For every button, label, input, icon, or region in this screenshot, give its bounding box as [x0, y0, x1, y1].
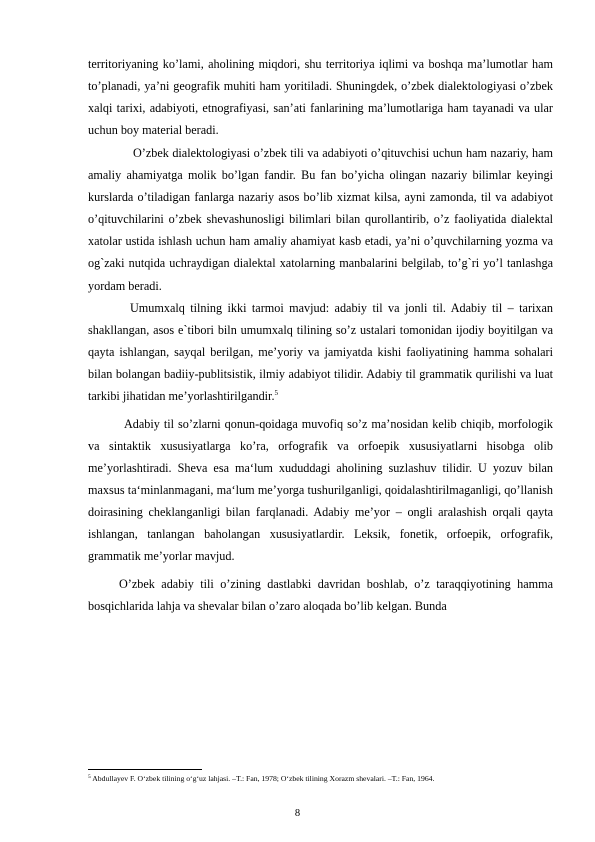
paragraph-5: O’zbek adabiy tili o’zining dastlabki davridan boshlab, o’z taraqqiyotining hamma bosqichlarida lahja va shevalar bilan o’zaro aloqada bo’lib kelgan. Bunda — [88, 576, 553, 613]
footnote-mark: 5 — [88, 774, 91, 780]
paragraph-3-text: Umumxalq tilning ikki tarmoi mavjud: adabiy til va jonli til. Adabiy til – tarixan shakllangan, asos e`tibori biln umumxalq tilining so’z ustalari tomonidan ijodiy boyitilgan va qayta ishlangan, sayqal berilgan, me’yoriy va jamiyatda kishi faoliyatining hamma sohalari bilan bolangan badiiy-publitsistik, ilmiy adabiyot tilidir. Adabiy til grammatik qurilishi va luat tarkibi jihatidan me’yorlashtirilgandir. — [88, 300, 553, 404]
body-text — [88, 53, 553, 617]
paragraph-1: territoriyaning ko’lami, aholining miqdori, shu territoriya iqlimi va boshqa ma’lumotlar ham to’planadi, ya’ni geografik muhiti ham yoritiladi. Shuningdek, o’zbek dialektologiyasi o’zbek xalqi tarixi, adabiyoti, etnografiyasi, san’ati fanlarining ma’lumotlariga ham tayanadi va ular uchun boy material beradi. — [88, 57, 553, 138]
paragraph-3 — [88, 297, 553, 408]
footnote-separator — [88, 769, 202, 770]
page-number: 8 — [294, 808, 301, 819]
footnote-text: Abdullayev F. O‘zbek tilining o‘g‘uz lahjasi. –T.: Fan, 1978; O‘zbek tilining Xorazm shevalari. –T.: Fan, 1964. — [90, 774, 435, 783]
footnote-reference[interactable]: 5 — [274, 389, 278, 398]
paragraph-4: Adabiy til so’zlarni qonun-qoidaga muvofiq so’z ma’nosidan kelib chiqib, morfologik va sintaktik xususiyatlarga ko’ra, orfografik va orfoepik xususiyatlarni hisobga olib me’yorlashtiradi. Sheva esa ma‘lum xududdagi aholining suzlashuv tilidir. U yozuv bilan maxsus ta‘minlanmagani, ma‘lum me’yorga tushurilganligi, qoidalashtirilmaganligi, qo’llanish doirasining cheklanganligi bilan farqlanadi. Adabiy me’yor – ongli aralashish orqali qayta ishlangan, tanlangan baholangan xususiyatlardir. Leksik, fonetik, orfoepik, orfografik, grammatik me’yorlar mavjud. — [88, 416, 553, 564]
paragraph-2: O’zbek dialektologiyasi o’zbek tili va adabiyoti o’qituvchisi uchun ham nazariy, ham amaliy ahamiyatga molik bo’lgan fandir. Bu fan bo’yicha olingan nazariy bilimlar keyingi kurslarda o’tiladigan fanlarga nazariy asos bo’lib xizmat kilsa, ayni zamonda, til va adabiyot o’qituvchilarini o’zbek shevashunosligi bilimlari bilan qurollantirib, o’z faoliyatida dialektal xatolar ustida ishlash uchun ham amaliy ahamiyat kasb etadi, ya’ni o’quvchilarning yozma va og`zaki nutqida uchraydigan dialektal xatolarning manbalarini belgilab, to’g`ri yo’l tanlashga yordam beradi. — [88, 145, 553, 293]
footnote — [88, 774, 558, 784]
